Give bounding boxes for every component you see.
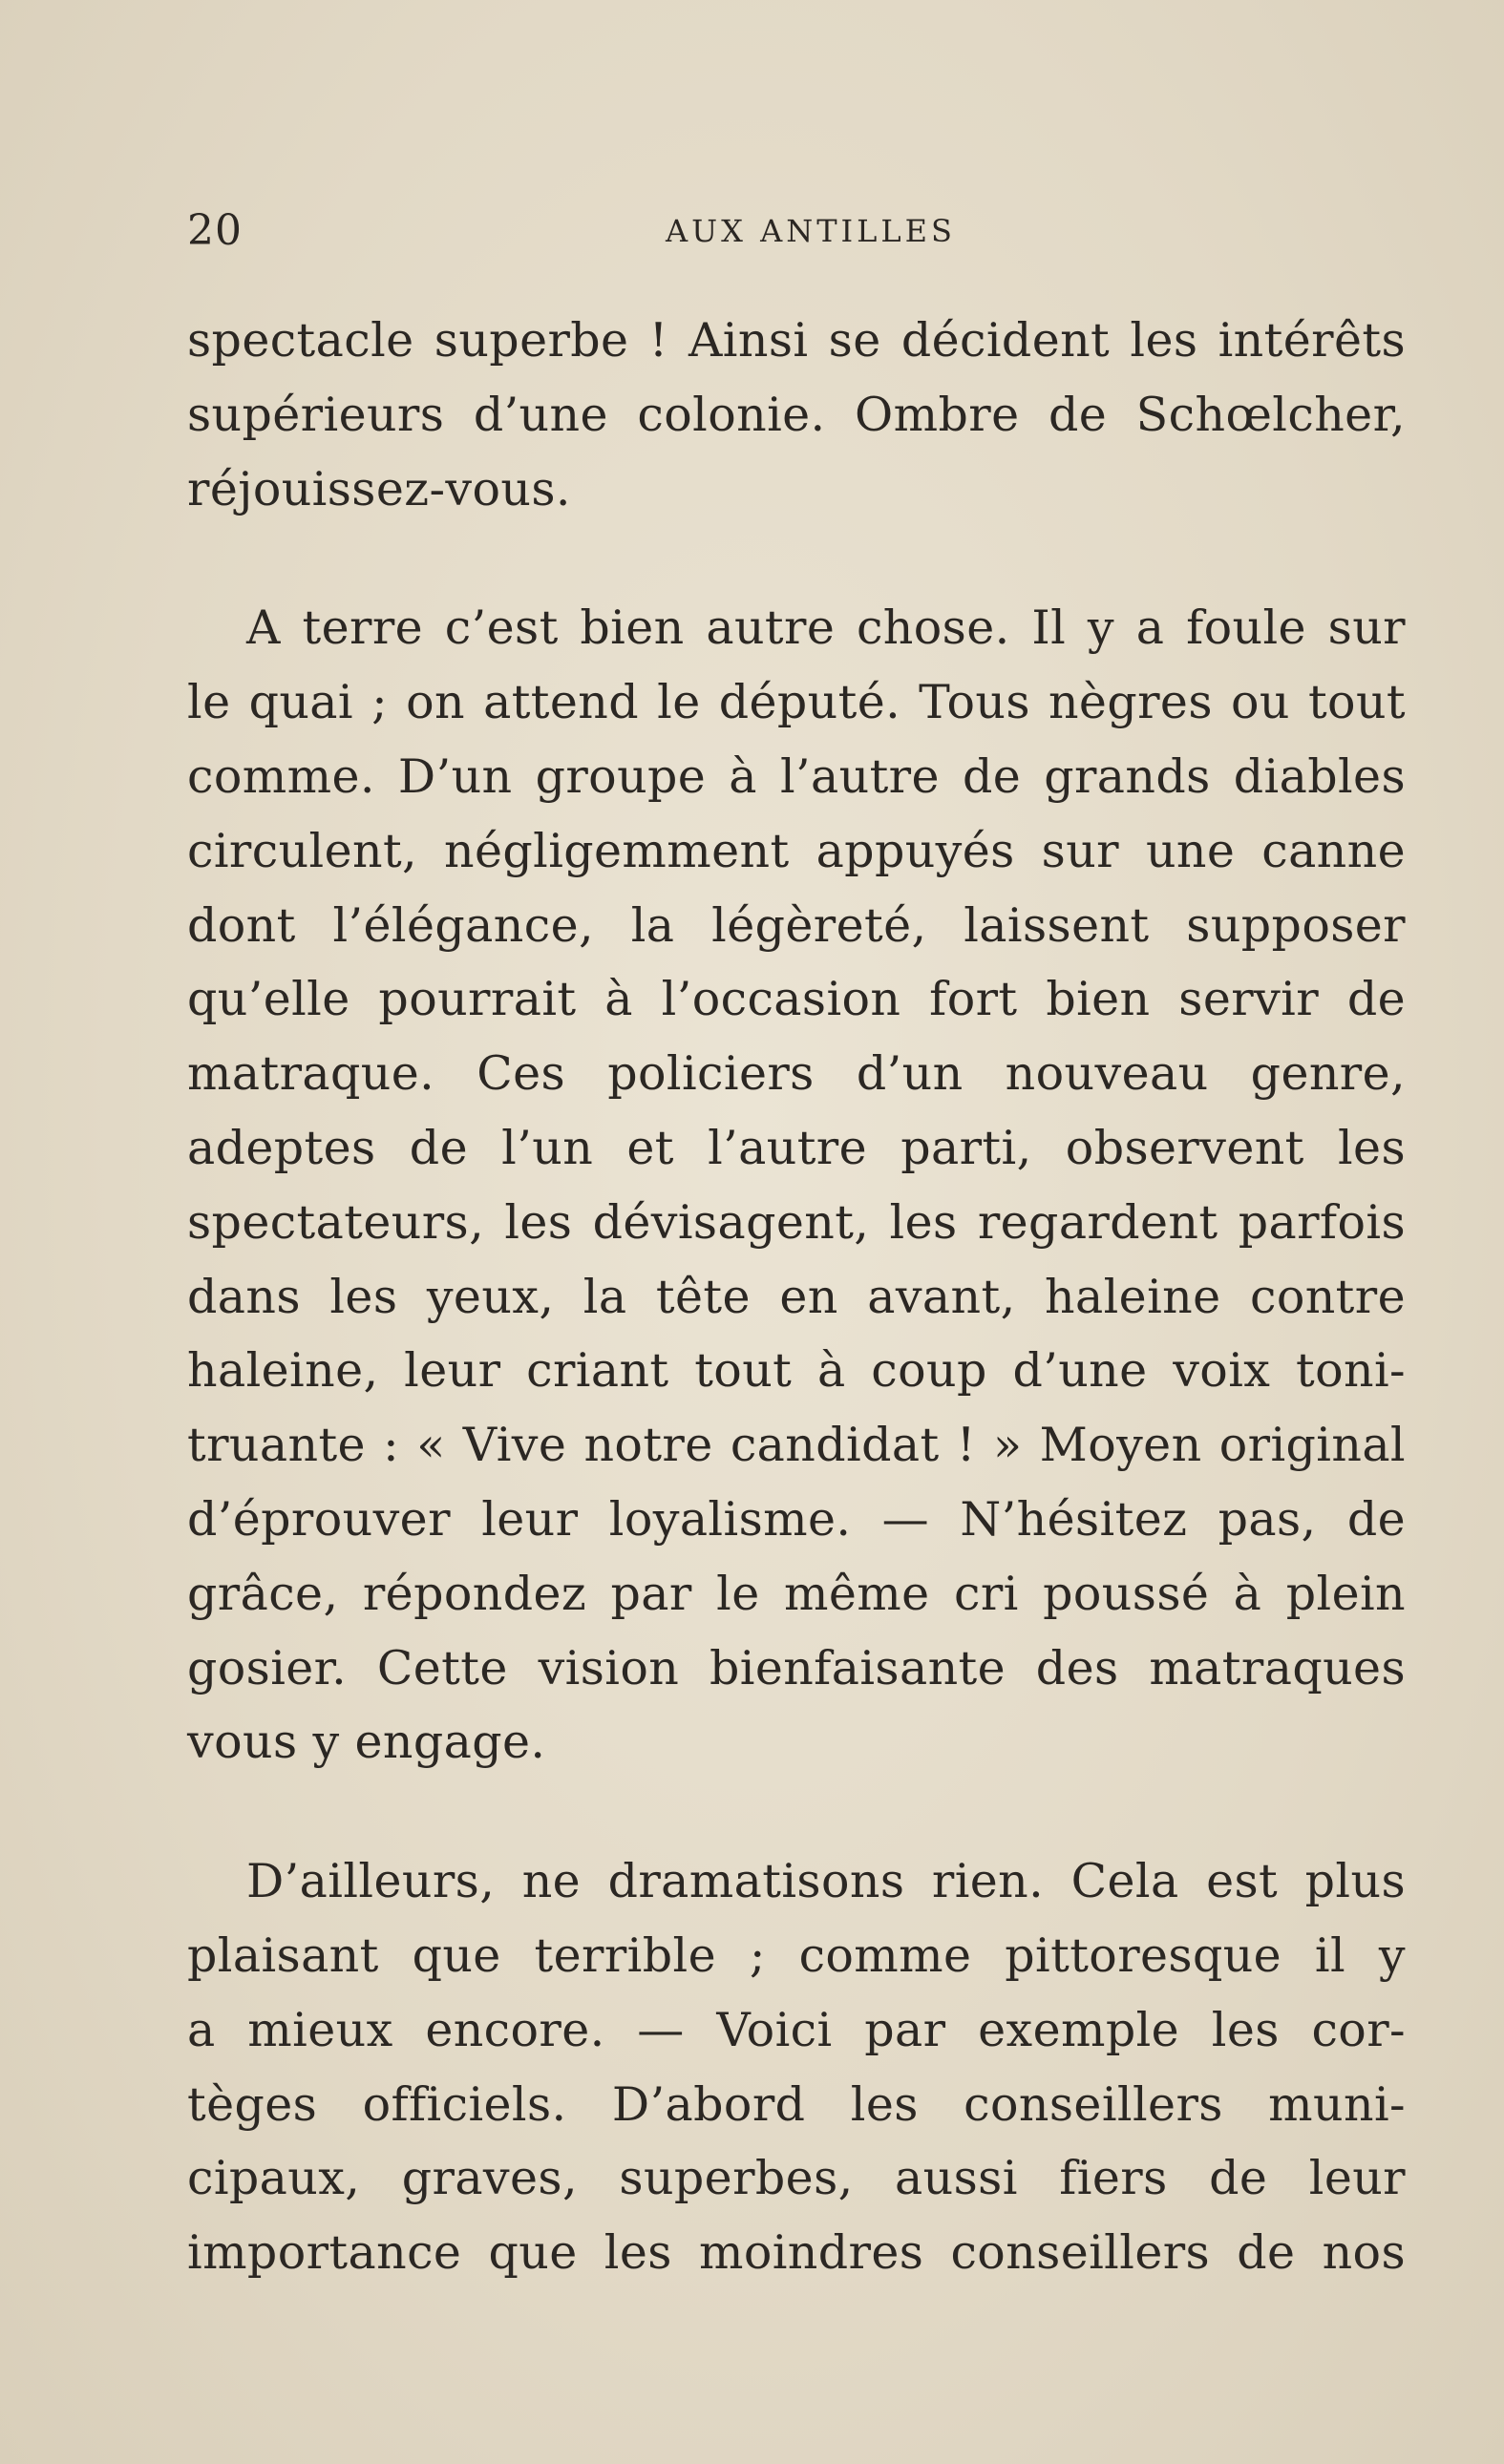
text-line: comme. D’un groupe à l’autre de grands diables — [187, 748, 1406, 804]
text-line: cipaux, graves, superbes, aussi fiers de leur — [187, 2151, 1406, 2206]
text-line: dont l’élégance, la légèreté, laissent supposer — [187, 897, 1406, 953]
paragraph-2 — [187, 591, 1406, 1780]
text-line: d’éprouver leur loyalisme. — N’hésitez pas, de — [187, 1491, 1406, 1547]
text-line: gosier. Cette vision bienfaisante des matraques — [187, 1640, 1406, 1695]
text-line: truante : « Vive notre candidat ! » Moyen original — [187, 1418, 1406, 1473]
text-line: matraque. Ces policiers d’un nouveau genre, — [187, 1046, 1406, 1102]
text-line: vous y engage. — [187, 1715, 546, 1770]
text-line: réjouissez-vous. — [187, 461, 571, 516]
text-line: a mieux encore. — Voici par exemple les cor- — [187, 2002, 1406, 2057]
text-line: D’ailleurs, ne dramatisons rien. Cela est plus — [246, 1854, 1406, 1909]
paragraph-gap — [187, 1780, 1406, 1844]
text-line: circulent, négligemment appuyés sur une canne — [187, 823, 1406, 878]
text-line: spectacle superbe ! Ainsi se décident les intérêts — [187, 313, 1406, 368]
page-header — [187, 202, 1406, 260]
text-line: importance que les moindres conseillers de nos — [187, 2225, 1406, 2281]
text-line: adeptes de l’un et l’autre parti, observent les — [187, 1120, 1406, 1175]
paragraph-3 — [187, 1844, 1406, 2290]
text-line: tèges officiels. D’abord les conseillers muni- — [187, 2076, 1406, 2132]
page-number: 20 — [187, 206, 243, 255]
text-line: A terre c’est bien autre chose. Il y a foule sur — [246, 600, 1406, 656]
paragraph-1 — [187, 304, 1406, 526]
text-line: grâce, répondez par le même cri poussé à plein — [187, 1566, 1406, 1621]
text-line: haleine, leur criant tout à coup d’une voix toni- — [187, 1343, 1406, 1399]
text-line: qu’elle pourrait à l’occasion fort bien servir de — [187, 972, 1406, 1027]
text-line: spectateurs, les dévisagent, les regardent parfois — [187, 1194, 1406, 1250]
text-line: le quai ; on attend le député. Tous nègres ou tout — [187, 675, 1406, 730]
text-line: supérieurs d’une colonie. Ombre de Schœlcher, — [187, 387, 1406, 442]
text-line: plaisant que terrible ; comme pittoresque il y — [187, 1927, 1406, 1983]
text-line: dans les yeux, la tête en avant, haleine contre — [187, 1269, 1406, 1324]
body-text — [187, 304, 1406, 2290]
running-title: AUX ANTILLES — [666, 213, 956, 249]
paragraph-gap — [187, 526, 1406, 591]
